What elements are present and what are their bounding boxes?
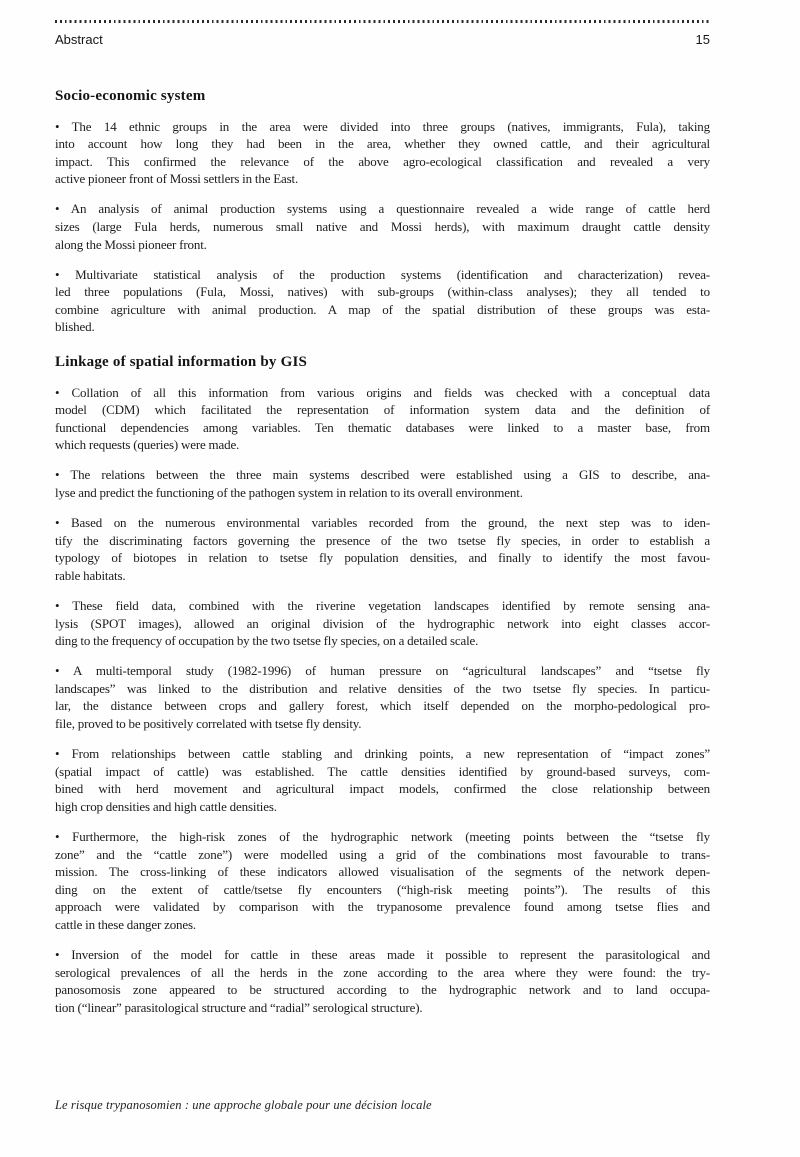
text-line: lysis (SPOT images), allowed an original division of the hydrographic network into eight classes accor-: [55, 615, 710, 631]
text-line: cattle in these danger zones.: [55, 916, 197, 932]
text-line: • Inversion of the model for cattle in these areas made it possible to represent the parasitological and: [55, 947, 710, 963]
text-line: zone” and the “cattle zone”) were modelled using a grid of the combinations most favourable to trans-: [55, 846, 710, 862]
text-line: • Furthermore, the high-risk zones of the hydrographic network (meeting points between the “tsetse fly: [55, 829, 710, 844]
text-line: tify the discriminating factors governing the presence of the two tsetse fly species, in order to establish a: [55, 532, 710, 548]
bullet-paragraph: [55, 200, 710, 253]
section: [55, 87, 710, 336]
bullet-paragraph: [55, 384, 710, 454]
text-line: serological prevalences of all the herds in the zone according to the area where they were found: the try-: [55, 964, 710, 980]
text-line: • The 14 ethnic groups in the area were divided into three groups (natives, immigrants, Fula), taking: [55, 118, 710, 134]
text-line: approach were validated by comparison with the trypanosome prevalence found among tsetse flies and: [55, 899, 710, 915]
bullet-paragraph: [55, 266, 710, 336]
section: [55, 353, 710, 1016]
text-line: led three populations (Fula, Mossi, natives) with sub-groups (within-class analyses); they all tended to: [55, 284, 710, 300]
text-line: rable habitats.: [55, 567, 126, 583]
text-line: mission. The cross-linking of these indicators allowed visualisation of the segments of the network depen-: [55, 864, 710, 880]
text-line: lar, the distance between crops and gallery forest, which itself depended on the morpho-pedological pro-: [55, 698, 710, 714]
text-line: • The relations between the three main systems described were established using a GIS to describe, ana-: [55, 467, 710, 483]
text-line: typology of biotopes in relation to tsetse fly population densities, and finally to identify the most favou-: [55, 550, 710, 566]
dotted-rule: [55, 20, 710, 23]
bullet-paragraph: [55, 597, 710, 650]
abstract-body: [55, 87, 710, 1016]
text-line: landscapes” was linked to the distribution and relative densities of the two tsetse fly species. In particu-: [55, 680, 710, 696]
text-line: functional dependencies among variables. Ten thematic databases were linked to a master base, from: [55, 419, 710, 435]
text-line: • A multi-temporal study (1982-1996) of human pressure on “agricultural landscapes” and “tsetse fly: [55, 663, 710, 679]
bullet-paragraph: [55, 828, 710, 934]
bullet-paragraph: [55, 466, 710, 501]
text-line: into account how long they had been in the area, whether they owned cattle, and their agricultural: [55, 136, 710, 152]
text-line: sizes (large Fula herds, numerous small native and Mossi herds), with maximum draught cattle density: [55, 218, 710, 234]
text-line: high crop densities and high cattle densities.: [55, 798, 277, 814]
text-line: • An analysis of animal production systems using a questionnaire revealed a wide range of cattle herd: [55, 201, 710, 217]
bullet-paragraph: [55, 514, 710, 584]
page-number: 15: [695, 32, 710, 47]
text-line: blished.: [55, 319, 95, 335]
running-header: [55, 32, 710, 47]
text-line: combine agriculture with animal production. A map of the spatial distribution of these groups was esta-: [55, 301, 710, 317]
text-line: panosomosis zone appeared to be structured according to the hydrographic network and to land occupa-: [55, 982, 710, 998]
text-line: which requests (queries) were made.: [55, 437, 240, 453]
text-line: model (CDM) which facilitated the representation of information system data and the definition of: [55, 402, 710, 418]
text-line: bined with herd movement and agricultural impact models, confirmed the close relationship between: [55, 781, 710, 797]
bullet-paragraph: [55, 745, 710, 815]
text-line: • Multivariate statistical analysis of the production systems (identification and characterization) revea-: [55, 266, 710, 282]
footer-running-title: Le risque trypanosomien : une approche globale pour une décision locale: [55, 1098, 432, 1112]
text-line: ding on the extent of cattle/tsetse fly encounters (“high-risk meeting points”). The results of this: [55, 881, 710, 897]
section-heading: Linkage of spatial information by GIS: [55, 354, 308, 371]
text-line: along the Mossi pioneer front.: [55, 236, 207, 252]
text-line: active pioneer front of Mossi settlers in the East.: [55, 171, 299, 187]
text-line: • Based on the numerous environmental variables recorded from the ground, the next step was to iden-: [55, 515, 710, 531]
text-line: • These field data, combined with the riverine vegetation landscapes identified by remote sensing ana-: [55, 597, 710, 613]
text-line: lyse and predict the functioning of the pathogen system in relation to its overall environment.: [55, 485, 523, 500]
text-line: impact. This confirmed the relevance of the above agro-ecological classification and revealed a very: [55, 153, 710, 169]
text-line: tion (“linear” parasitological structure and “radial” serological structure).: [55, 999, 423, 1015]
text-line: • From relationships between cattle stabling and drinking points, a new representation of “impact zones”: [55, 746, 710, 762]
bullet-paragraph: [55, 946, 710, 1016]
text-line: (spatial impact of cattle) was established. The cattle densities identified by ground-based surveys, com-: [55, 763, 710, 779]
text-line: ding to the frequency of occupation by the two tsetse fly species, on a detailed scale.: [55, 633, 479, 649]
text-line: file, proved to be positively correlated with tsetse fly density.: [55, 716, 362, 732]
bullet-paragraph: [55, 662, 710, 732]
section-heading: Socio-economic system: [55, 88, 206, 104]
bullet-paragraph: [55, 118, 710, 188]
header-title: Abstract: [55, 32, 103, 47]
text-line: • Collation of all this information from various origins and fields was checked with a conceptual data: [55, 384, 710, 400]
